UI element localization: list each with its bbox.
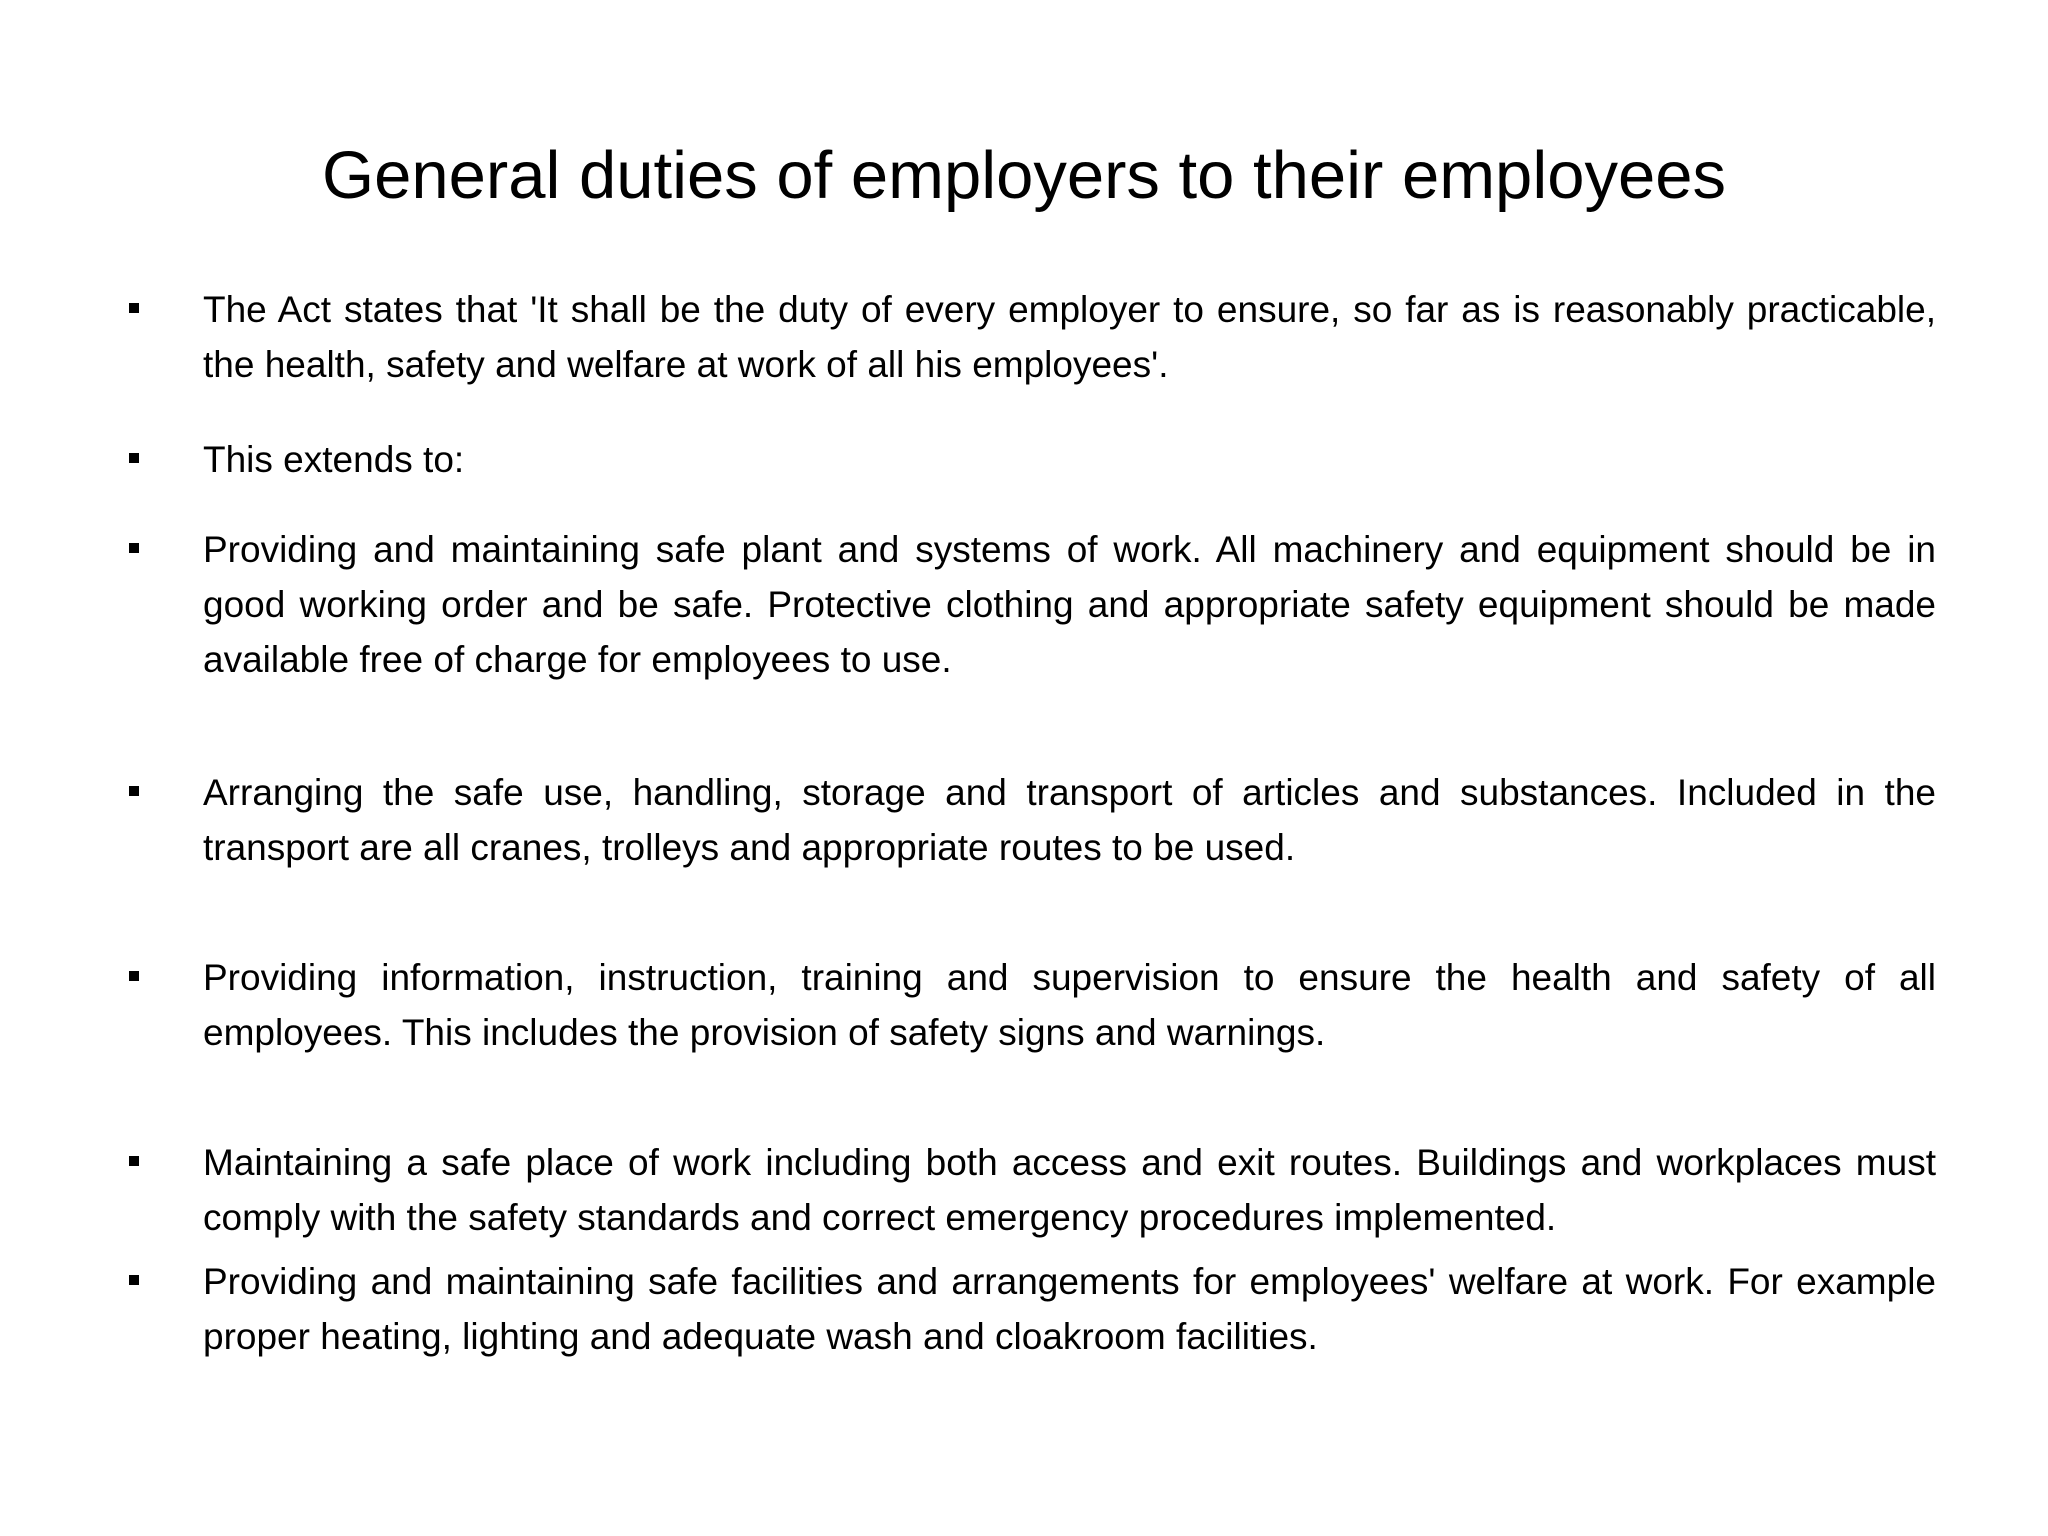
square-bullet-icon — [129, 543, 139, 553]
page-title: General duties of employers to their employees — [322, 138, 1726, 213]
bullet-text: Maintaining a safe place of work including both access and exit routes. Buildings and workplaces must comply with the safety standards and correct emergency procedures implemented. — [203, 1142, 1936, 1238]
bullet-text: Providing information, instruction, training and supervision to ensure the health and safety of all employees. This includes the provision of safety signs and warnings. — [203, 957, 1936, 1053]
square-bullet-icon — [129, 303, 139, 313]
square-bullet-icon — [129, 971, 139, 981]
square-bullet-icon — [129, 453, 139, 463]
bullet-text: This extends to: — [203, 439, 465, 480]
bullet-text: Providing and maintaining safe plant and systems of work. All machinery and equipment should be in good working order and be safe. Protective clothing and appropriate safety equipment should be made available free of charge for employees to use. — [203, 529, 1936, 680]
bullet-text: Providing and maintaining safe facilities and arrangements for employees' welfare at work. For example proper heating, lighting and adequate wash and cloakroom facilities. — [203, 1261, 1936, 1357]
bullet-text: Arranging the safe use, handling, storage and transport of articles and substances. Included in the transport are all cranes, trolleys and appropriate routes to be used. — [203, 772, 1936, 868]
square-bullet-icon — [129, 1156, 139, 1166]
square-bullet-icon — [129, 786, 139, 796]
bullet-text: The Act states that 'It shall be the duty of every employer to ensure, so far as is reasonably practicable, the health, safety and welfare at work of all his employees'. — [203, 289, 1936, 385]
square-bullet-icon — [129, 1275, 139, 1285]
